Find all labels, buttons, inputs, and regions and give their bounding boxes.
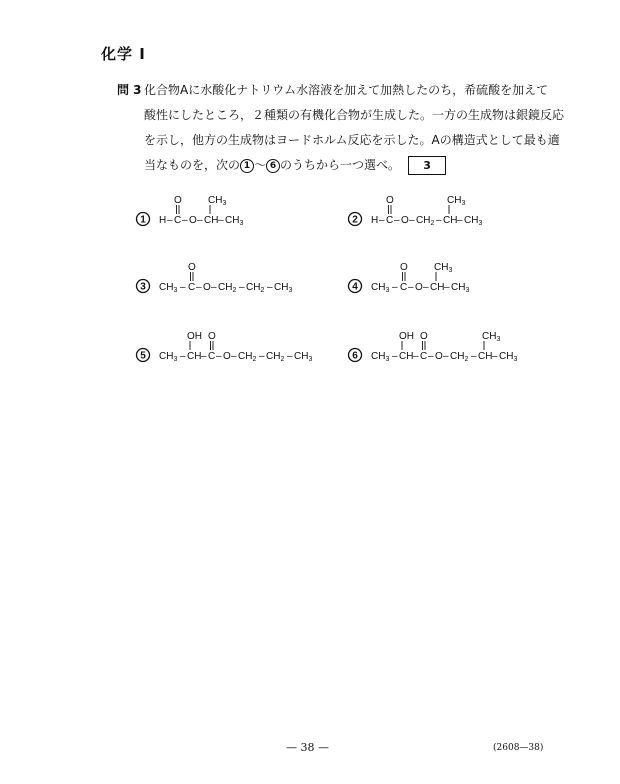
svg-text:O: O	[188, 262, 196, 273]
choice-5[interactable]	[137, 331, 313, 363]
svg-text:–: –	[392, 282, 398, 293]
svg-text:–: –	[379, 215, 385, 226]
svg-text:–: –	[408, 282, 414, 293]
svg-text:CH3: $CH_3$	[482, 331, 501, 343]
svg-text:O: O	[386, 195, 394, 206]
svg-text:C: C	[400, 282, 408, 293]
svg-text:–: –	[471, 351, 477, 362]
svg-text:CH2: $CH_2$	[218, 282, 237, 294]
svg-text:C: C	[386, 215, 394, 226]
svg-text:CH: CH	[443, 215, 458, 226]
choice-3[interactable]	[137, 262, 293, 294]
svg-text:–: –	[423, 282, 429, 293]
atom-o-carbonyl: O	[174, 195, 182, 206]
choice-1[interactable]	[137, 195, 244, 227]
svg-text:–: –	[492, 351, 498, 362]
svg-text:–: –	[197, 215, 203, 226]
svg-text:O: O	[401, 215, 409, 226]
svg-text:–: –	[182, 215, 188, 226]
svg-text:CH3: $CH_3$	[464, 215, 483, 227]
svg-text:–: –	[216, 351, 222, 362]
svg-text:CH2: $CH_2$	[266, 351, 285, 363]
question-line: 酸性にしたところ，２種類の有機化合物が生成した。一方の生成物は銀鏡反応	[144, 108, 565, 122]
choice-number: 6	[352, 350, 358, 362]
document-code: (2608—38)	[493, 743, 544, 753]
svg-text:–: –	[180, 282, 186, 293]
choice-number: 4	[352, 281, 358, 293]
svg-text:CH: CH	[399, 351, 414, 362]
atom-h: H	[159, 215, 167, 226]
svg-text:–: –	[443, 351, 449, 362]
svg-text:O: O	[203, 282, 211, 293]
svg-text:O: O	[415, 282, 423, 293]
svg-text:–: –	[409, 215, 415, 226]
svg-text:CH3: $CH_3$	[274, 282, 293, 294]
svg-text:CH3: $CH_3$	[159, 351, 178, 363]
svg-text:–: –	[196, 282, 202, 293]
svg-text:–: –	[259, 351, 265, 362]
choice-2[interactable]	[349, 195, 483, 227]
choice-number: 5	[140, 350, 146, 362]
svg-text:CH3: $CH_3$	[371, 351, 390, 363]
question-line: 化合物Aに水酸化ナトリウム水溶液を加えて加熱したのち，希硫酸を加えて	[144, 83, 549, 97]
svg-text:CH: CH	[478, 351, 493, 362]
svg-text:–: –	[392, 351, 398, 362]
range-separator: 〜	[254, 158, 267, 172]
choice-number: 3	[140, 281, 146, 293]
svg-text:O: O	[420, 331, 428, 342]
svg-text:–: –	[218, 215, 224, 226]
choice-number: 1	[140, 214, 146, 226]
svg-text:O: O	[400, 262, 408, 273]
svg-text:–: –	[231, 351, 237, 362]
svg-text:–: –	[413, 351, 419, 362]
svg-text:O: O	[223, 351, 231, 362]
svg-text:CH: CH	[187, 351, 202, 362]
svg-text:–: –	[444, 282, 450, 293]
range-end-number: 6	[266, 159, 280, 173]
svg-text:OH: OH	[399, 331, 414, 342]
svg-text:–: –	[267, 282, 273, 293]
atom-c: C	[174, 215, 182, 226]
svg-text:–: –	[287, 351, 293, 362]
group-ch3-branch: $CH_3$	[208, 195, 227, 207]
svg-text:CH3: $CH_3$	[499, 351, 518, 363]
svg-text:CH3: $CH_3$	[294, 351, 313, 363]
page-number: — 38 —	[286, 741, 329, 754]
svg-text:C: C	[420, 351, 428, 362]
svg-text:–: –	[394, 215, 400, 226]
group-oh: OH	[187, 331, 202, 342]
question-line: を示し，他方の生成物はヨードホルム反応を示した。Aの構造式として最も適	[144, 133, 560, 147]
svg-text:C: C	[208, 351, 216, 362]
group-ch: CH	[204, 215, 219, 226]
atom-o: O	[189, 215, 197, 226]
svg-text:CH3: $CH_3$	[451, 282, 470, 294]
question-text-after: のうちから一つ選べ。	[280, 158, 401, 172]
svg-text:CH3: $CH_3$	[159, 282, 178, 294]
question-label: 問 3	[117, 83, 142, 97]
svg-text:–: –	[428, 351, 434, 362]
svg-text:H: H	[371, 215, 379, 226]
svg-text:CH3: $CH_3$	[434, 262, 453, 274]
svg-text:O: O	[208, 331, 216, 342]
choice-4[interactable]	[349, 262, 470, 294]
svg-text:–: –	[211, 282, 217, 293]
svg-text:CH2: $CH_2$	[238, 351, 257, 363]
svg-text:O: O	[435, 351, 443, 362]
svg-text:CH: CH	[430, 282, 445, 293]
svg-text:CH2: $CH_2$	[450, 351, 469, 363]
svg-text:CH2: $CH_2$	[246, 282, 265, 294]
svg-text:–: –	[457, 215, 463, 226]
subject-heading: 化学 I	[101, 45, 146, 63]
svg-text:–: –	[201, 351, 207, 362]
question-text-before: 当なものを，次の	[144, 158, 241, 172]
svg-text:CH3: $CH_3$	[371, 282, 390, 294]
range-start-number: 1	[240, 159, 254, 173]
svg-text:–: –	[436, 215, 442, 226]
group-ch3: $CH_3$	[225, 215, 244, 227]
answer-box[interactable]: 3	[408, 156, 446, 175]
choice-number: 2	[352, 214, 358, 226]
svg-text:–: –	[180, 351, 186, 362]
group-ch2: $CH_2$	[416, 215, 435, 227]
svg-text:–: –	[239, 282, 245, 293]
choice-6[interactable]	[349, 331, 518, 363]
svg-text:–: –	[167, 215, 173, 226]
svg-text:CH3: $CH_3$	[447, 195, 466, 207]
svg-text:C: C	[188, 282, 196, 293]
